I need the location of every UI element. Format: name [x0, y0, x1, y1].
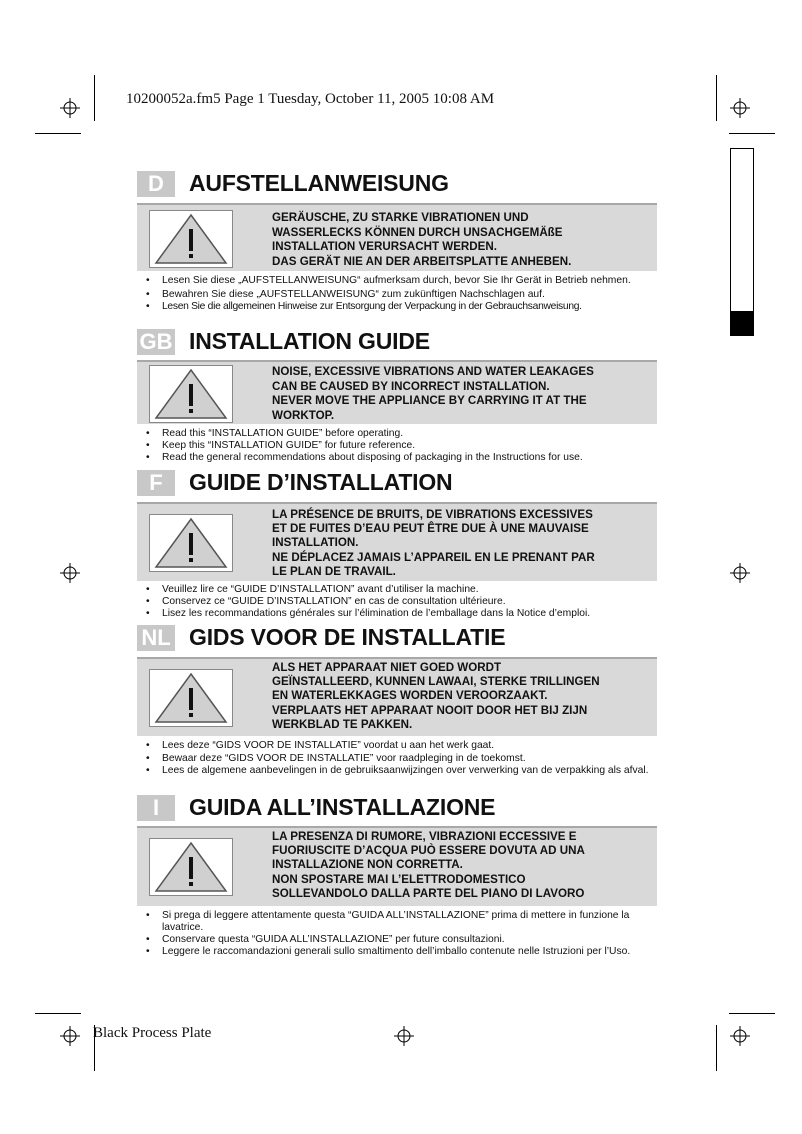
list-item: • Read this “INSTALLATION GUIDE” before operating.	[145, 428, 660, 440]
instruction-list	[145, 275, 660, 313]
warning-box	[137, 360, 657, 424]
warning-box	[137, 826, 657, 906]
section-title: AUFSTELLANWEISUNG	[189, 170, 449, 196]
list-item: • Read the general recommendations about disposing of packaging in the Instructions for use.	[145, 452, 660, 464]
crop-mark	[729, 133, 775, 134]
instruction-list	[145, 910, 660, 958]
section-title: GUIDE D’INSTALLATION	[189, 469, 453, 495]
list-item: • Si prega di leggere attentamente questa “GUIDA ALL’INSTALLAZIONE” prima di mettere in funzione la lavatrice.	[145, 910, 660, 934]
plate-label: Black Process Plate	[93, 1025, 212, 1041]
warning-triangle-icon	[149, 514, 233, 572]
warning-text: LA PRESENZA DI RUMORE, VIBRAZIONI ECCESSIVE E FUORIUSCITE D’ACQUA PUÒ ESSERE DOVUTA AD UNA INSTALLAZIONE NON CORRETTA. NON SPOSTARE MAI L’ELETTRODOMESTICO SOLLEVANDOLO DALLA PARTE DEL PIANO DI LAVORO	[272, 830, 585, 900]
section-title: INSTALLATION GUIDE	[189, 328, 430, 354]
registration-mark-icon	[394, 1026, 414, 1046]
language-badge: F	[137, 470, 175, 496]
section-title: GUIDA ALL’INSTALLAZIONE	[189, 794, 496, 820]
list-item: • Keep this “INSTALLATION GUIDE” for future reference.	[145, 440, 660, 452]
instruction-list	[145, 584, 660, 620]
language-badge: D	[137, 171, 175, 197]
list-item: • Conservez ce “GUIDE D’INSTALLATION” en cas de consultation ultérieure.	[145, 596, 660, 608]
warning-box	[137, 203, 657, 271]
language-tab-bar	[730, 148, 754, 312]
list-item: • Bewaar deze “GIDS VOOR DE INSTALLATIE” voor raadpleging in de toekomst.	[145, 753, 660, 766]
crop-mark	[35, 133, 81, 134]
registration-mark-icon	[60, 1026, 80, 1046]
crop-mark	[729, 1013, 775, 1014]
instruction-list	[145, 740, 660, 778]
warning-triangle-icon	[149, 669, 233, 727]
warning-triangle-icon	[149, 365, 233, 423]
list-item: • Lees de algemene aanbevelingen in de gebruiksaanwijzingen over verwerking van de verpakking als afval.	[145, 765, 660, 778]
warning-box	[137, 657, 657, 736]
crop-mark	[716, 1025, 717, 1071]
warning-text: GERÄUSCHE, ZU STARKE VIBRATIONEN UND WASSERLECKS KÖNNEN DURCH UNSACHGEMÄßE INSTALLATION VERURSACHT WERDEN. DAS GERÄT NIE AN DER ARBEITSPLATTE ANHEBEN.	[272, 211, 572, 268]
registration-mark-icon	[60, 98, 80, 118]
file-header: 10200052a.fm5 Page 1 Tuesday, October 11, 2005 10:08 AM	[126, 91, 495, 107]
language-badge: GB	[137, 329, 175, 355]
list-item: • Bewahren Sie diese „AUFSTELLANWEISUNG“ zum zukünftigen Nachschlagen auf.	[145, 289, 660, 301]
list-item: • Lesen Sie diese „AUFSTELLANWEISUNG“ aufmerksam durch, bevor Sie Ihr Gerät in Betrieb nehmen.	[145, 275, 660, 287]
list-item: • Veuillez lire ce “GUIDE D’INSTALLATION” avant d’utiliser la machine.	[145, 584, 660, 596]
crop-mark	[94, 75, 95, 121]
warning-text: NOISE, EXCESSIVE VIBRATIONS AND WATER LEAKAGES CAN BE CAUSED BY INCORRECT INSTALLATION. NEVER MOVE THE APPLIANCE BY CARRYING IT AT THE WORKTOP.	[272, 365, 594, 422]
list-item: • Lees deze “GIDS VOOR DE INSTALLATIE” voordat u aan het werk gaat.	[145, 740, 660, 753]
instruction-list	[145, 428, 660, 464]
list-item: • Leggere le raccomandazioni generali sullo smaltimento dell’imballo contenute nelle Istruzioni per l’Uso.	[145, 946, 660, 958]
warning-box	[137, 502, 657, 581]
registration-mark-icon	[60, 563, 80, 583]
language-badge: I	[137, 795, 175, 821]
registration-mark-icon	[730, 98, 750, 118]
registration-mark-icon	[730, 1026, 750, 1046]
registration-mark-icon	[730, 563, 750, 583]
crop-mark	[716, 75, 717, 121]
crop-mark	[35, 1013, 81, 1014]
list-item: • Conservare questa “GUIDA ALL’INSTALLAZIONE” per future consultazioni.	[145, 934, 660, 946]
list-item: • Lisez les recommandations générales sur l’élimination de l’emballage dans la Notice d’emploi.	[145, 608, 660, 620]
language-tab-marker	[730, 312, 754, 336]
warning-triangle-icon	[149, 210, 233, 268]
language-badge: NL	[137, 625, 175, 651]
warning-triangle-icon	[149, 838, 233, 896]
warning-text: LA PRÉSENCE DE BRUITS, DE VIBRATIONS EXCESSIVES ET DE FUITES D’EAU PEUT ÊTRE DUE À UNE MAUVAISE INSTALLATION. NE DÉPLACEZ JAMAIS L’APPAREIL EN LE PRENANT PAR LE PLAN DE TRAVAIL.	[272, 508, 595, 578]
list-item: • Lesen Sie die allgemeinen Hinweise zur Entsorgung der Verpackung in der Gebrauchsanweisung.	[145, 301, 660, 313]
section-title: GIDS VOOR DE INSTALLATIE	[189, 624, 506, 650]
warning-text: ALS HET APPARAAT NIET GOED WORDT GEÏNSTALLEERD, KUNNEN LAWAAI, STERKE TRILLINGEN EN WATERLEKKAGES WORDEN VEROORZAAKT. VERPLAATS HET APPARAAT NOOIT DOOR HET BIJ ZIJN WERKBLAD TE PAKKEN.	[272, 661, 600, 731]
